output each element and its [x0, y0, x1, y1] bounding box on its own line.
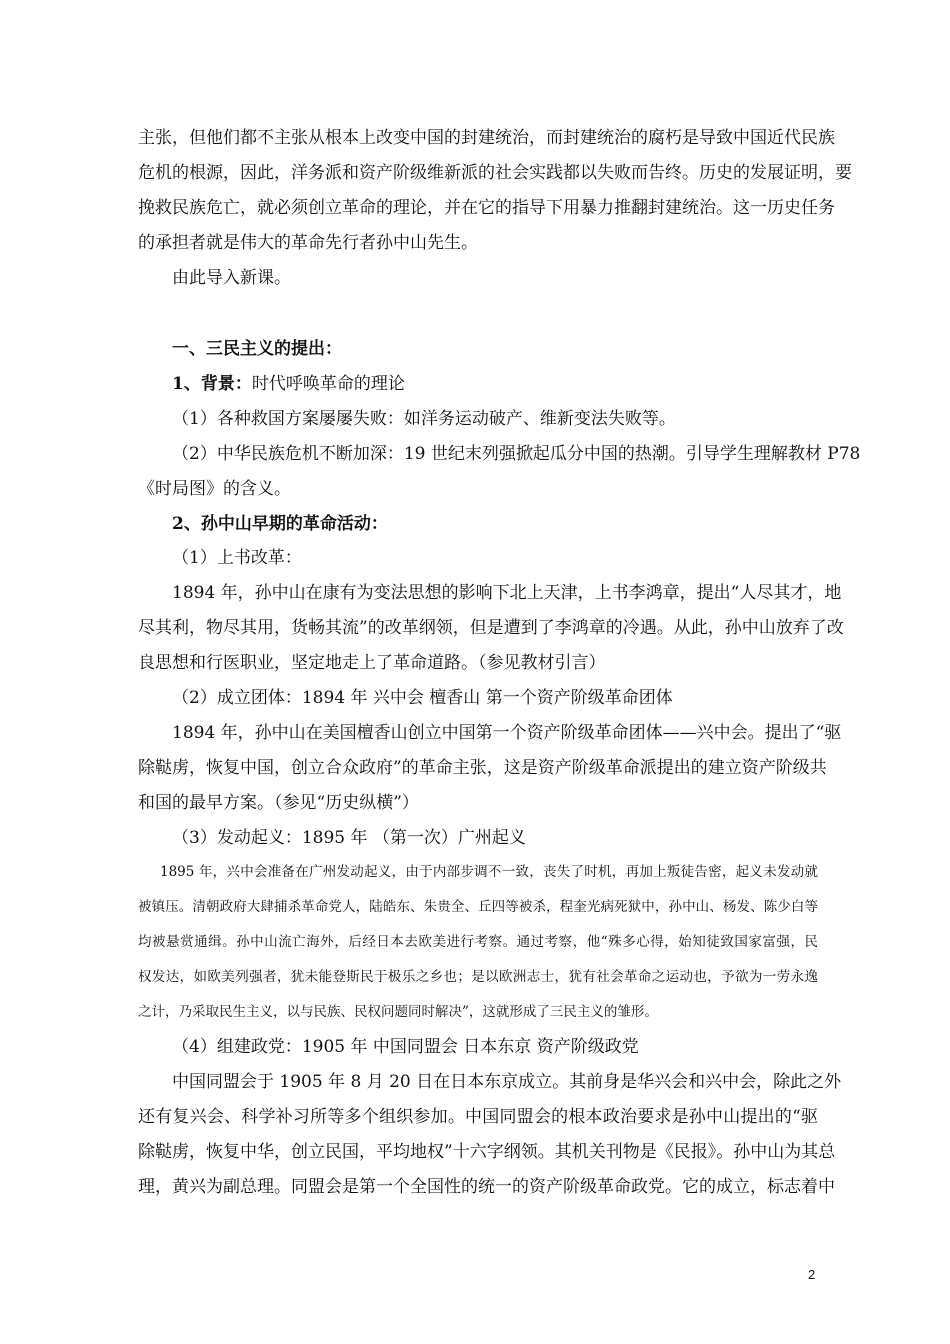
item3-body-line-4: 权发达，如欧美列强者，犹未能登斯民于极乐之乡也；是以欧洲志士，犹有社会革命之运动也，予欲为一劳永逸 — [138, 969, 818, 985]
item2-body-line-1: 1894 年，孙中山在美国檀香山创立中国第一个资产阶级革命团体——兴中会。提出了“驱 — [172, 723, 842, 743]
item3-body-line-5: 之计，乃采取民生主义，以与民族、民权问题同时解决”，这就形成了三民主义的雏形。 — [138, 1004, 658, 1020]
item4-body-line-3: 除鞑虏，恢复中华，创立民国，平均地权”十六字纲领。其机关刊物是《民报》。孙中山为其总 — [138, 1142, 836, 1162]
item4-body-line-4: 理，黄兴为副总理。同盟会是第一个全国性的统一的资产阶级革命政党。它的成立，标志着中 — [138, 1177, 835, 1197]
background-item-2: （2）中华民族危机不断加深：19 世纪末列强掀起瓜分中国的热潮。引导学生理解教材 P78 — [172, 444, 861, 464]
item3-body-line-2: 被镇压。清朝政府大肆捕杀革命党人，陆皓东、朱贵全、丘四等被杀，程奎光病死狱中，孙中山、杨发、陈少白等 — [138, 899, 818, 915]
item3-body-line-3: 均被悬赏通缉。孙中山流亡海外，后经日本去欧美进行考察。通过考察，他“殊多心得，始知徒致国家富强，民 — [138, 934, 818, 950]
page-number: 2 — [808, 1267, 816, 1282]
item2-body-line-3: 和国的最早方案。（参见“历史纵横”） — [138, 793, 419, 813]
lead-in: 由此导入新课。 — [172, 268, 291, 288]
item1-body-line-2: 尽其利，物尽其用，货畅其流”的改革纲领，但是遭到了李鸿章的冷遇。从此，孙中山放弃了改 — [138, 618, 844, 638]
item1-body-line-1: 1894 年，孙中山在康有为变法思想的影响下北上天津，上书李鸿章，提出“人尽其才，地 — [172, 583, 842, 603]
intro-line-3: 挽救民族危亡，就必须创立革命的理论，并在它的指导下用暴力推翻封建统治。这一历史任务 — [138, 198, 835, 218]
item3-body-line-1: 1895 年，兴中会准备在广州发动起义，由于内部步调不一致，丧失了时机，再加上叛徒告密，起义未发动就 — [160, 864, 818, 880]
item4-body-line-1: 中国同盟会于 1905 年 8 月 20 日在日本东京成立。其前身是华兴会和兴中会，除此之外 — [172, 1072, 842, 1092]
item1-body-line-3: 良思想和行医职业，坚定地走上了革命道路。（参见教材引言） — [138, 653, 606, 673]
item1-title: （1）上书改革： — [172, 548, 302, 568]
item2-title: （2）成立团体：1894 年 兴中会 檀香山 第一个资产阶级革命团体 — [172, 688, 673, 708]
early-activities-heading: 2、孙中山早期的革命活动： — [172, 514, 388, 534]
background-line — [172, 373, 852, 395]
intro-line-1: 主张，但他们都不主张从根本上改变中国的封建统治，而封建统治的腐朽是导致中国近代民族 — [138, 128, 835, 148]
intro-line-2: 危机的根源，因此，洋务派和资产阶级维新派的社会实践都以失败而告终。历史的发展证明，要 — [138, 163, 852, 183]
item3-title: （3）发动起义：1895 年 （第一次）广州起义 — [172, 828, 526, 848]
background-item-2-cont: 《时局图》的含义。 — [138, 479, 291, 499]
intro-line-4: 的承担者就是伟大的革命先行者孙中山先生。 — [138, 233, 478, 253]
background-heading: 1、背景： — [172, 374, 252, 394]
background-heading-text: 时代呼唤革命的理论 — [251, 374, 405, 394]
item4-body-line-2: 还有复兴会、科学补习所等多个组织参加。中国同盟会的根本政治要求是孙中山提出的“驱 — [138, 1107, 818, 1127]
section1-heading: 一、三民主义的提出： — [172, 339, 342, 359]
item4-title: （4）组建政党：1905 年 中国同盟会 日本东京 资产阶级政党 — [172, 1037, 639, 1057]
item2-body-line-2: 除鞑虏，恢复中国，创立合众政府”的革命主张，这是资产阶级革命派提出的建立资产阶级共 — [138, 758, 827, 778]
background-item-1: （1）各种救国方案屡屡失败：如洋务运动破产、维新变法失败等。 — [172, 409, 676, 429]
